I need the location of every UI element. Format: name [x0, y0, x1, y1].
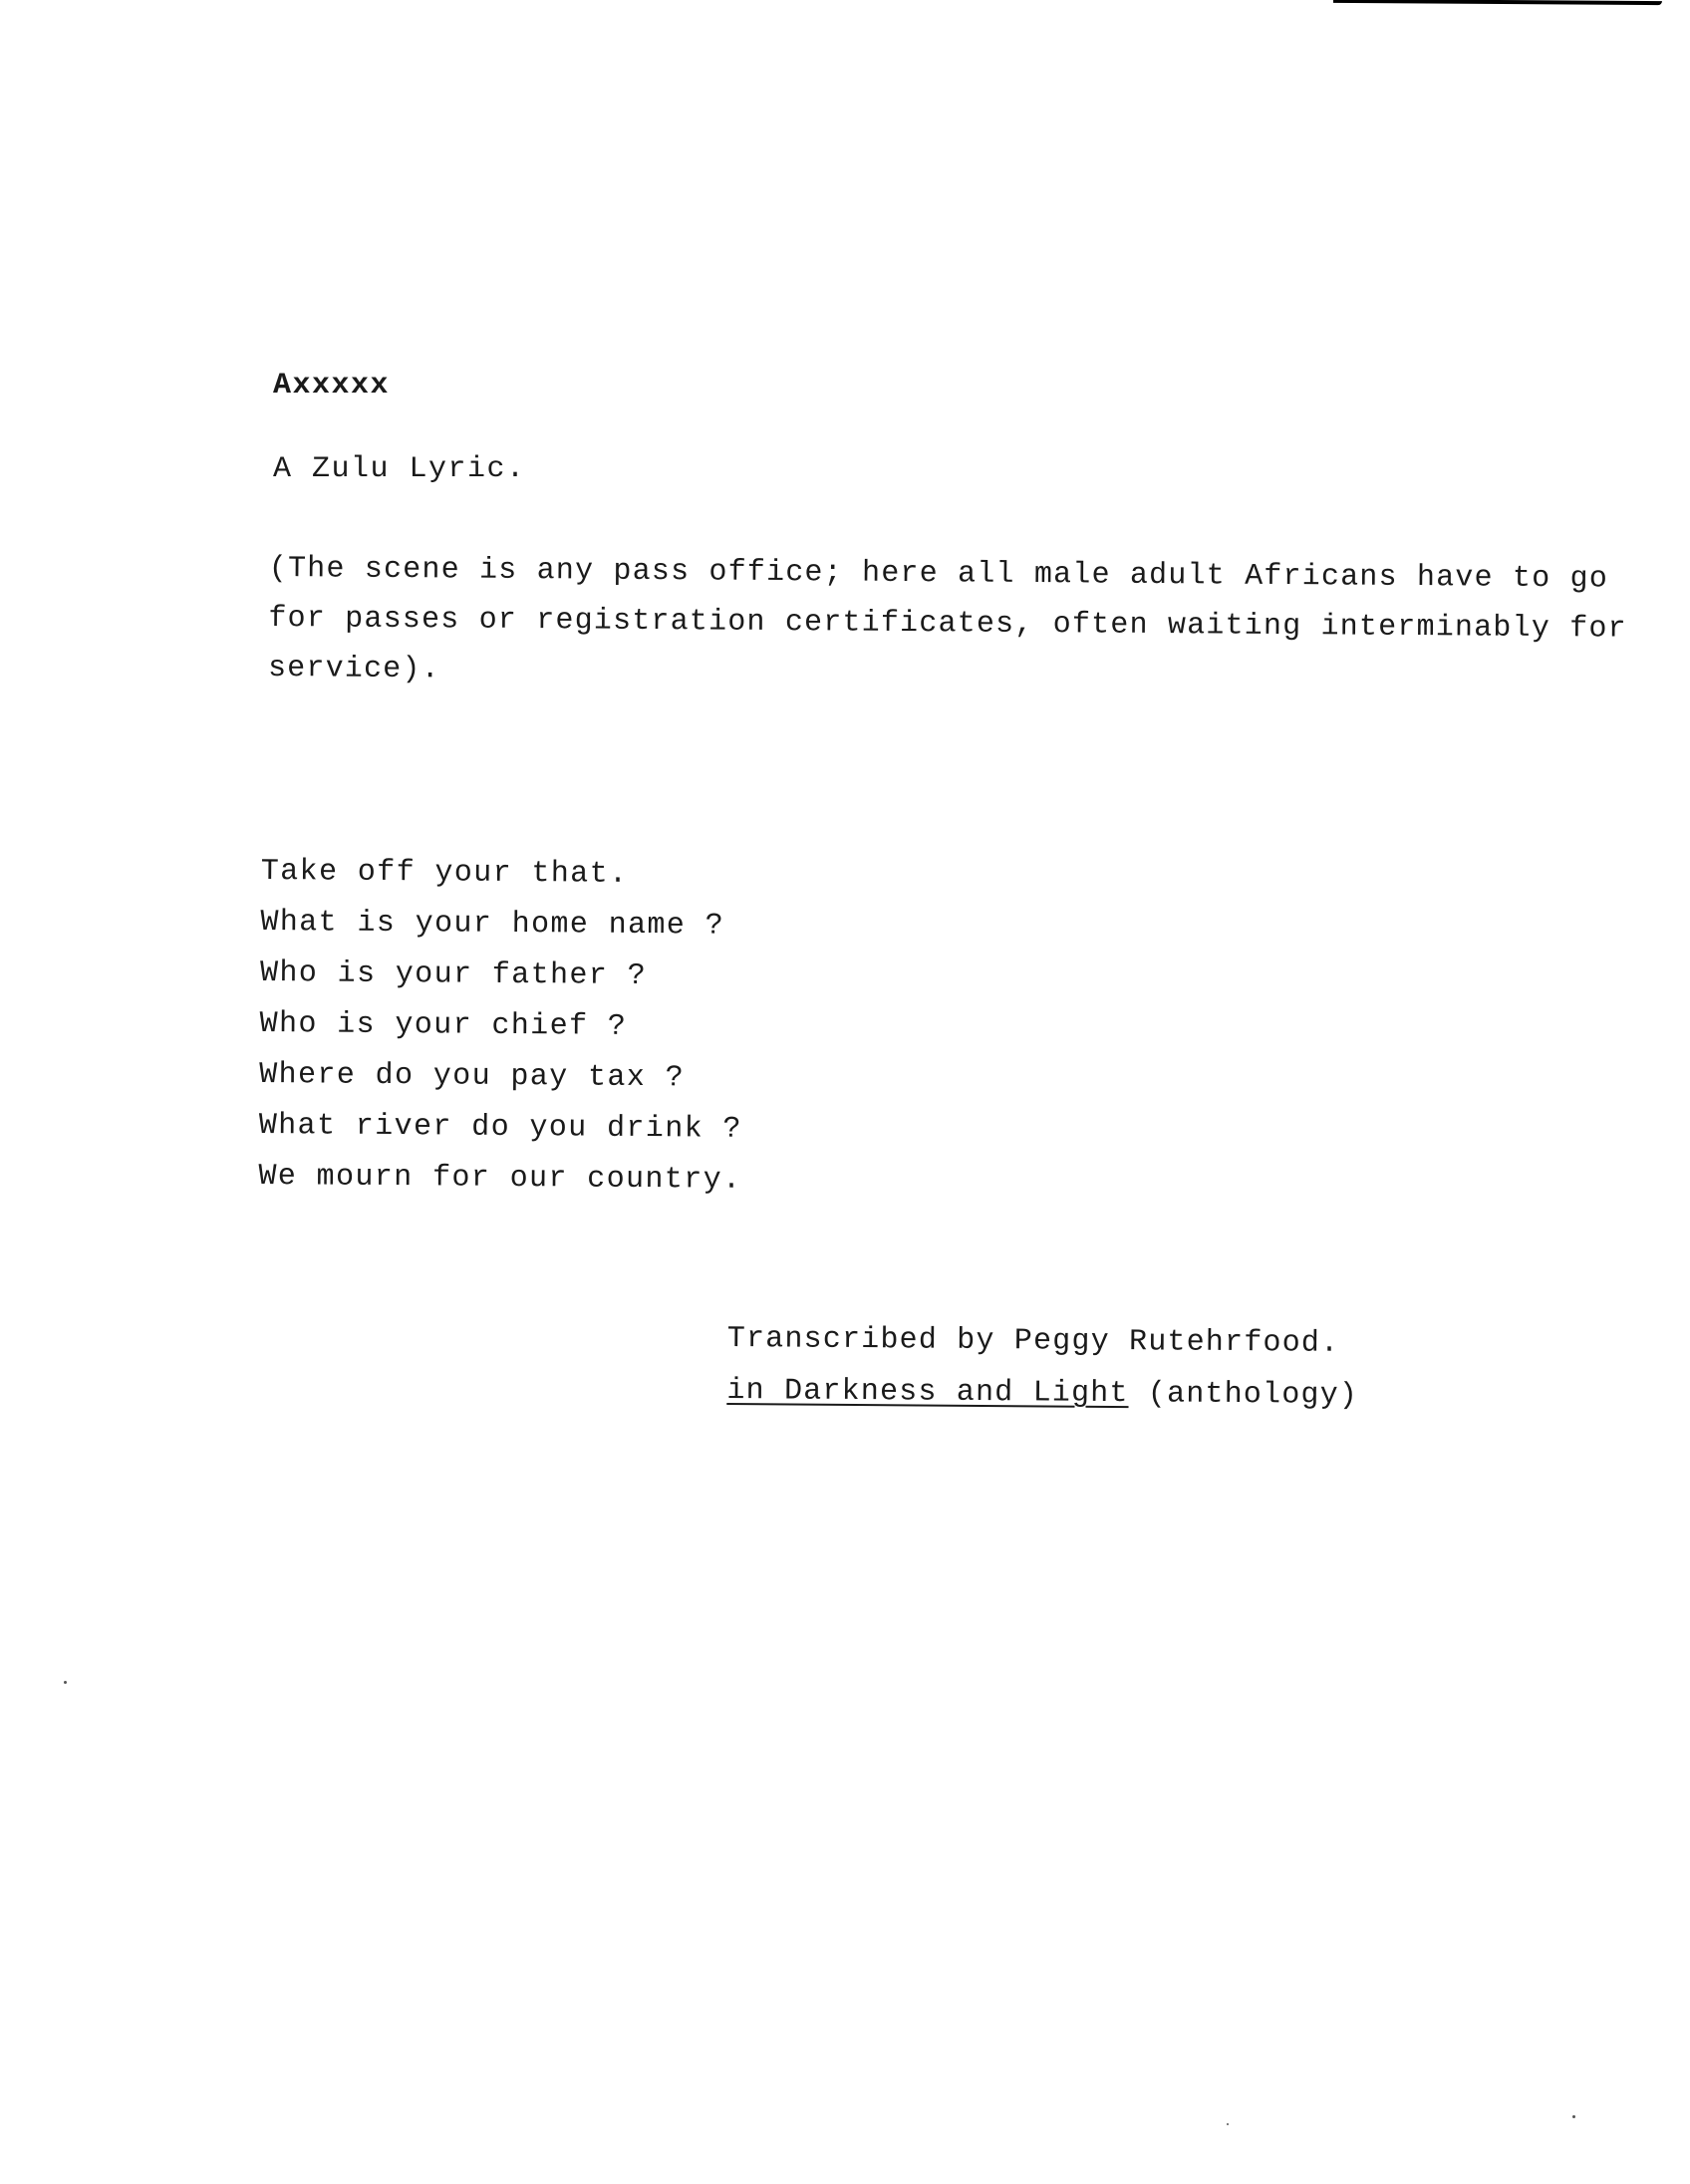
paper-speck — [64, 1681, 67, 1684]
poem-line: Where do you pay tax ? — [259, 1057, 686, 1096]
poem-line: Who is your chief ? — [259, 1006, 628, 1044]
scene-line: for passes or registration certificates, often waiting interminably for — [268, 601, 1627, 647]
poem-line: What is your home name ? — [260, 905, 725, 944]
scene-line: service). — [267, 651, 440, 687]
scene-line: (The scene is any pass office; here all male adult Africans have to go — [268, 551, 1609, 597]
poem-line: We mourn for our country. — [258, 1159, 742, 1198]
source-title: in Darkness and Light — [726, 1373, 1129, 1412]
attribution — [726, 1313, 1359, 1422]
transcriber-line: Transcribed by Peggy Rutehrfood. — [726, 1321, 1340, 1361]
poem-line: What river do you drink ? — [258, 1108, 742, 1147]
source-line — [726, 1365, 1358, 1422]
source-note: (anthology) — [1128, 1377, 1359, 1413]
page-title: A Zulu Lyric. — [273, 452, 526, 486]
poem-line: Take off your that. — [260, 854, 629, 892]
scene-description — [267, 544, 1627, 703]
paper-speck — [1227, 2123, 1229, 2125]
poem-line: Who is your father ? — [259, 956, 648, 994]
paper-speck — [1572, 2115, 1575, 2118]
poem — [258, 847, 744, 1207]
page-edge-mark — [1333, 0, 1662, 5]
struck-out-word: Axxxxx — [273, 369, 391, 403]
